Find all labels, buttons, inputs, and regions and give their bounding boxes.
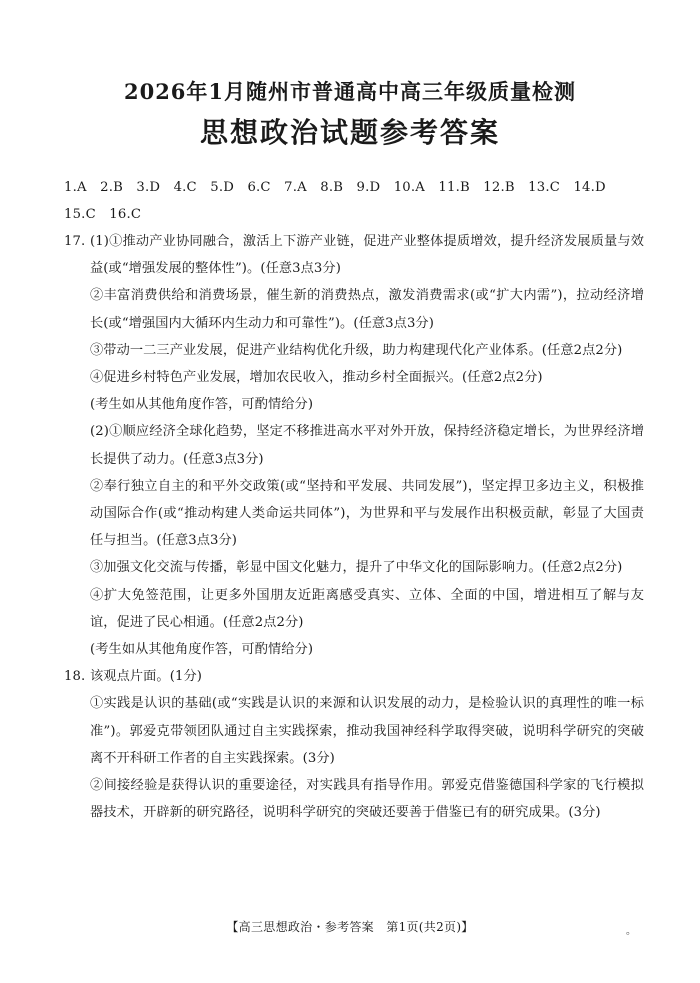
question-17 [64, 228, 644, 663]
document-subtitle: 思想政治试题参考答案 [199, 116, 500, 149]
question-18 [64, 663, 644, 826]
answer-paragraph: ②丰富消费供给和消费场景，催生新的消费热点，激发消费需求(或“扩大内需”)，拉动经济增长(或“增强国内大循环内生动力和可靠性”)。(任意3点3分) [90, 288, 644, 331]
choice-answer: 5.D [210, 180, 235, 195]
answer-paragraph: ①实践是认识的基础(或“实践是认识的来源和认识发展的动力，是检验认识的真理性的唯一标准”)。郭爱克带领团队通过自主实践探索，推动我国神经科学取得突破，说明科学研究的突破离不开科研工作者的自主实践探索。(3分) [90, 696, 644, 766]
answer-paragraph: ③加强文化交流与传播，彰显中国文化魅力，提升了中华文化的国际影响力。(任意2点2分) [90, 560, 623, 576]
choice-answer: 7.A [284, 180, 307, 195]
choice-answer: 9.D [356, 180, 381, 195]
grading-note: (考生如从其他角度作答，可酌情给分) [90, 397, 314, 413]
answer-paragraph: ④扩大免签范围，让更多外国朋友近距离感受真实、立体、全面的中国，增进相互了解与友谊，促进了民心相通。(任意2点2分) [90, 587, 644, 630]
choice-answer: 16.C [109, 207, 142, 222]
choice-answer: 8.B [320, 180, 344, 195]
answer-paragraph: (1)①推动产业协同融合，激活上下游产业链，促进产业整体提质增效，提升经济发展质量与效益(或“增强发展的整体性”)。(任意3点3分) [90, 234, 644, 277]
choice-answer: 2.B [100, 180, 123, 195]
answer-paragraph: ③带动一二三产业发展，促进产业结构优化升级，助力构建现代化产业体系。(任意2点2分) [90, 342, 623, 358]
question-number: 17. [64, 234, 86, 249]
choice-answer: 4.C [173, 180, 197, 195]
exam-title: 2026年1月随州市普通高中高三年级质量检测 [123, 79, 577, 104]
choice-answer: 14.D [573, 180, 606, 195]
choice-answers-line-1 [64, 174, 644, 201]
choice-answers-line-2 [64, 201, 644, 228]
answer-content [64, 228, 644, 826]
page-footer: 【高三思想政治・参考答案 第1页(共2页)】 [226, 920, 474, 934]
choice-answer: 11.B [438, 180, 470, 195]
choice-answer: 13.C [528, 180, 561, 195]
grading-note: (考生如从其他角度作答，可酌情给分) [90, 642, 314, 658]
choice-answer: 6.C [247, 180, 271, 195]
choice-answers [64, 174, 644, 228]
corner-mark: 。 [626, 926, 636, 937]
choice-answer: 3.D [136, 180, 161, 195]
question-number: 18. [64, 669, 86, 685]
choice-answer: 15.C [64, 207, 96, 222]
answer-paragraph: ②间接经验是获得认识的重要途径，对实践具有指导作用。郭爱克借鉴德国科学家的飞行模拟器技术，开辟新的研究路径，说明科学研究的突破还要善于借鉴已有的研究成果。(3分) [90, 778, 644, 821]
answer-paragraph: (2)①顺应经济全球化趋势，坚定不移推进高水平对外开放，保持经济稳定增长，为世界经济增长提供了动力。(任意3点3分) [90, 424, 644, 467]
answer-paragraph: ④促进乡村特色产业发展，增加农民收入，推动乡村全面振兴。(任意2点2分) [90, 370, 543, 386]
choice-answer: 1.A [64, 180, 87, 195]
choice-answer: 12.B [483, 180, 515, 195]
choice-answer: 10.A [393, 180, 425, 195]
answer-paragraph: ②奉行独立自主的和平外交政策(或“坚持和平发展、共同发展”)，坚定捍卫多边主义，积极推动国际合作(或“推动构建人类命运共同体”)，为世界和平与发展作出积极贡献，彰显了大国责任与担当。(任意3点3分) [90, 478, 644, 549]
answer-paragraph: 该观点片面。(1分) [90, 669, 202, 685]
